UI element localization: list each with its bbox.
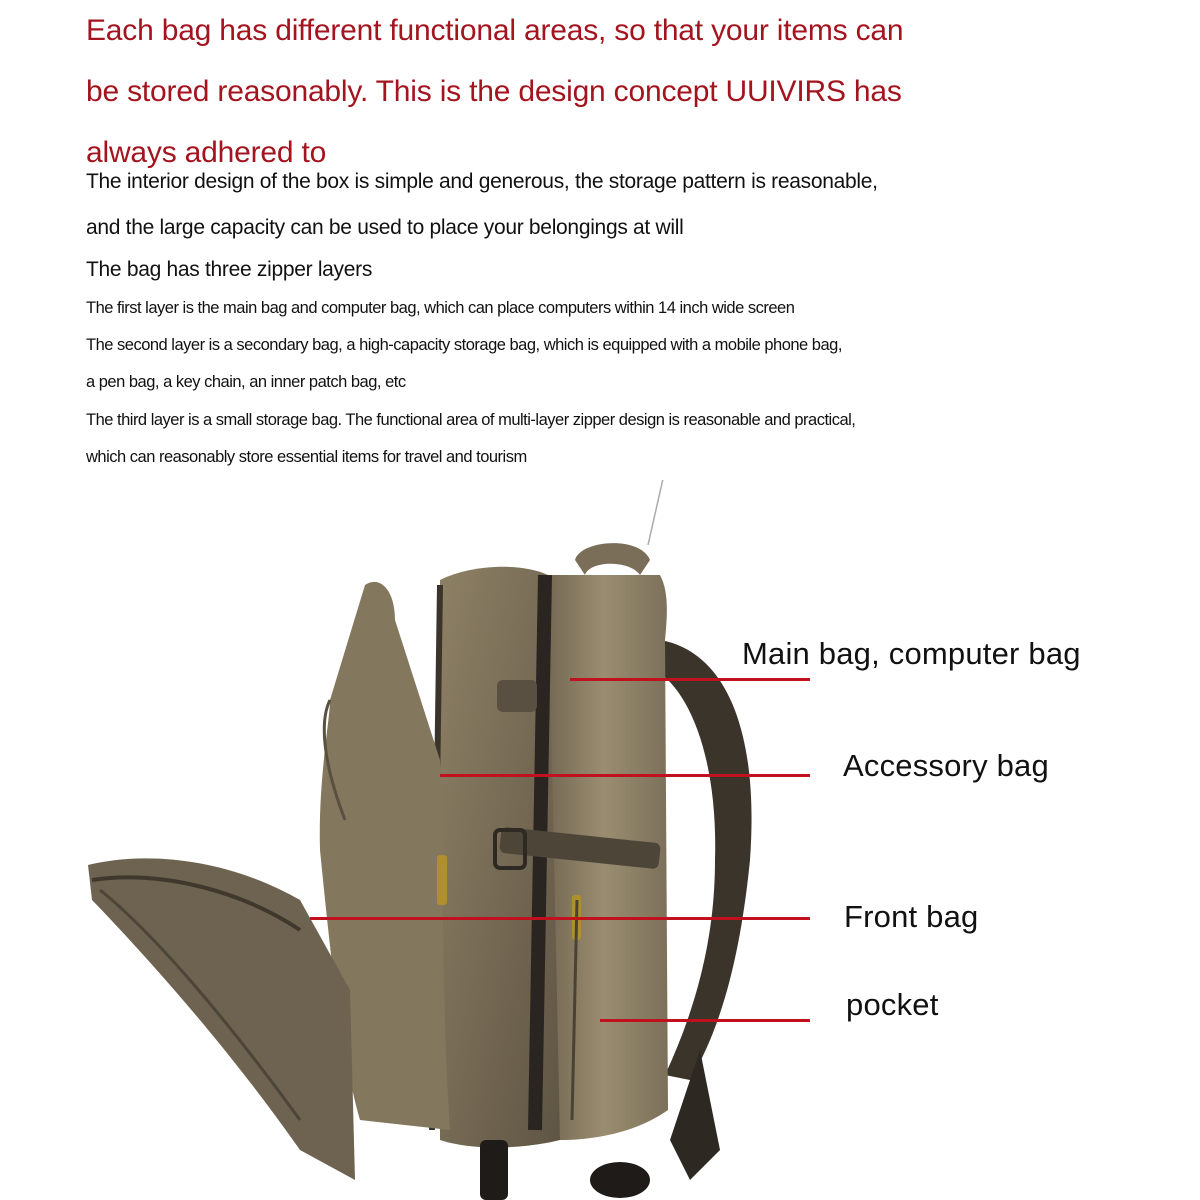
leader-front-bag bbox=[310, 917, 810, 920]
callout-front-bag: Front bag bbox=[844, 899, 979, 934]
leader-accessory-bag bbox=[440, 774, 810, 777]
leader-main-bag bbox=[570, 678, 810, 681]
callout-main-bag: Main bag, computer bag bbox=[742, 636, 1081, 671]
layer-line-4: The third layer is a small storage bag. The functional area of multi-layer zipper design is reasonable and practical, bbox=[86, 411, 856, 429]
layer-line-2: The second layer is a secondary bag, a high-capacity storage bag, which is equipped with a mobile phone bag, bbox=[86, 336, 842, 354]
leader-pocket bbox=[600, 1019, 810, 1022]
interior-line-1: The interior design of the box is simple and generous, the storage pattern is reasonable, bbox=[86, 170, 878, 193]
intro-line-3: always adhered to bbox=[86, 136, 327, 169]
layer-line-5: which can reasonably store essential items for travel and tourism bbox=[86, 448, 527, 466]
interior-line-2: and the large capacity can be used to place your belongings at will bbox=[86, 216, 684, 239]
layer-line-1: The first layer is the main bag and computer bag, which can place computers within 14 inch wide screen bbox=[86, 299, 795, 317]
layer-line-3: a pen bag, a key chain, an inner patch bag, etc bbox=[86, 373, 406, 391]
layers-heading: The bag has three zipper layers bbox=[86, 258, 373, 281]
backpack-image bbox=[0, 480, 1200, 1200]
callout-accessory-bag: Accessory bag bbox=[843, 748, 1049, 783]
intro-text bbox=[86, 0, 1146, 183]
intro-line-1: Each bag has different functional areas, so that your items can bbox=[86, 14, 904, 47]
callout-pocket: pocket bbox=[846, 987, 939, 1022]
intro-line-2: be stored reasonably. This is the design concept UUIVIRS has bbox=[86, 75, 902, 108]
